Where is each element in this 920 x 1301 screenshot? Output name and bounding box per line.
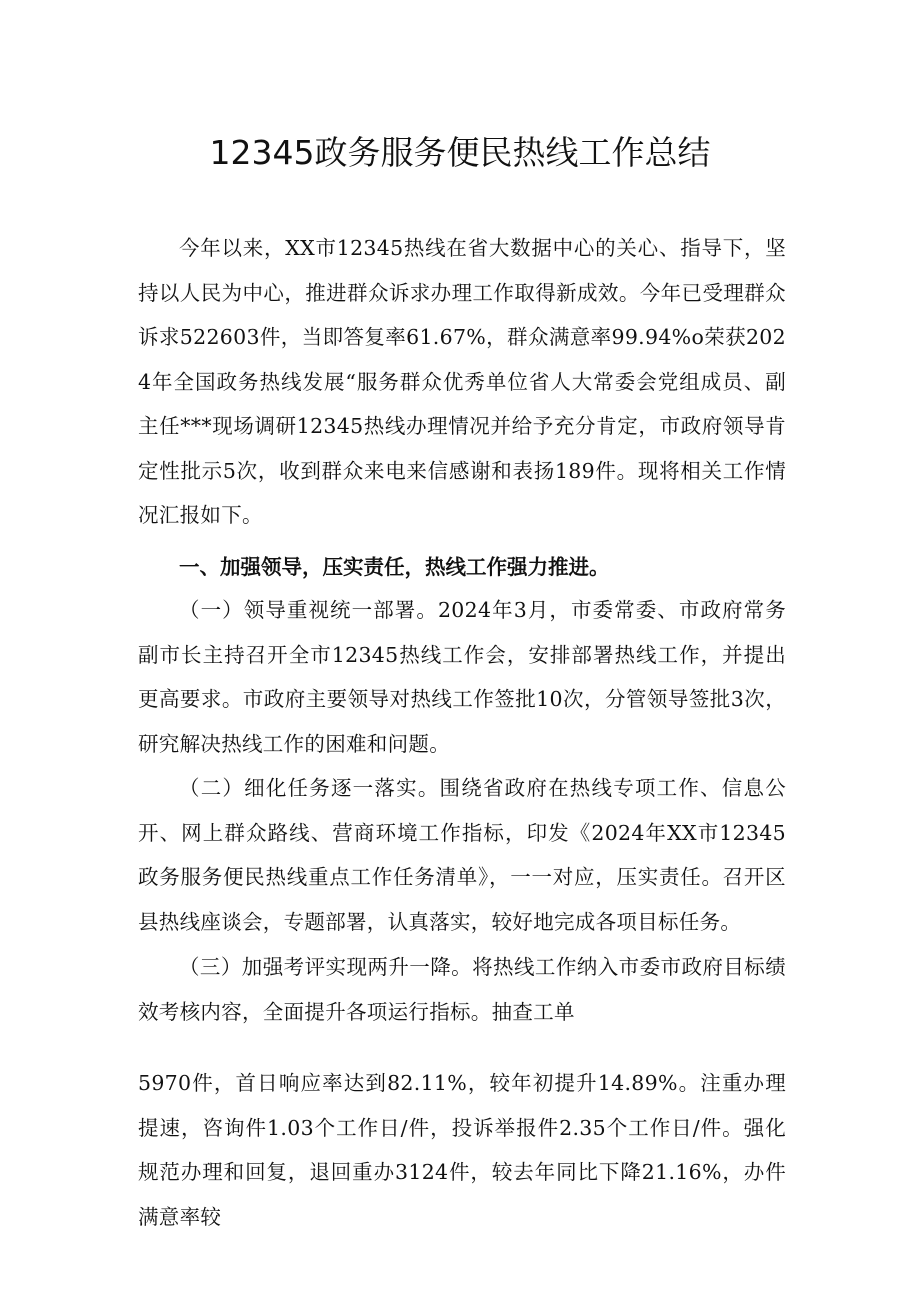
- document-title: 12345政务服务便民热线工作总结: [209, 133, 711, 172]
- intro-paragraph: 今年以来，XX市12345热线在省大数据中心的关心、指导下，坚持以人民为中心，推进群众诉求办理工作取得新成效。今年已受理群众诉求522603件，当即答复率61.67%，群众满意率99.94%o荣获2024年全国政务热线发展“服务群众优秀单位省人大常委会党组成员、副主任***现场调研12345热线办理情况并给予充分肯定，市政府领导肯定性批示5次，收到群众来电来信感谢和表扬189件。现将相关工作情况汇报如下。: [138, 236, 786, 527]
- continuation-paragraph: 5970件，首日响应率达到82.11%，较年初提升14.89%。注重办理提速，咨询件1.03个工作日/件，投诉举报件2.35个工作日/件。强化规范办理和回复，退回重办3124件，较去年同比下降21.16%，办件满意率较: [138, 1071, 786, 1229]
- subsection-3-paragraph: （三）加强考评实现两升一降。将热线工作纳入市委市政府目标绩效考核内容，全面提升各项运行指标。抽查工单: [138, 955, 786, 1024]
- section-1-heading: 一、加强领导，压实责任，热线工作强力推进。: [179, 555, 610, 579]
- subsection-1-paragraph: （一）领导重视统一部署。2024年3月，市委常委、市政府常务副市长主持召开全市12345热线工作会，安排部署热线工作，并提出更高要求。市政府主要领导对热线工作签批10次，分管领导签批3次，研究解决热线工作的困难和问题。: [138, 598, 786, 756]
- subsection-2-paragraph: （二）细化任务逐一落实。围绕省政府在热线专项工作、信息公开、网上群众路线、营商环境工作指标，印发《2024年XX市12345政务服务便民热线重点工作任务清单》，一一对应，压实责任。召开区县热线座谈会，专题部署，认真落实，较好地完成各项目标任务。: [138, 776, 786, 934]
